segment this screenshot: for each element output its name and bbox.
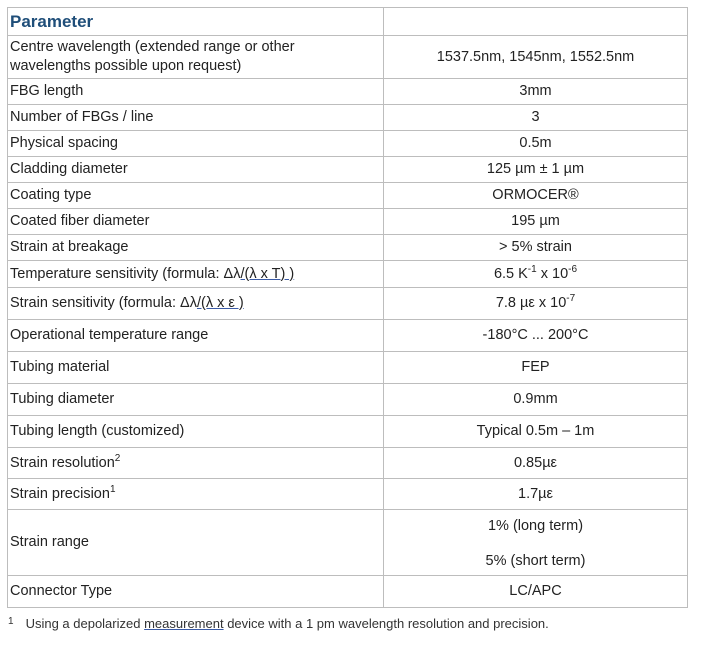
table-row [8,416,688,448]
row-label: Tubing length (customized) [8,416,384,448]
row-label: Operational temperature range [8,320,384,352]
row-label [8,448,384,479]
row-value: 1.7µε [384,479,688,510]
footnote-ref: 2 [114,452,121,464]
row-label-line: Centre wavelength (extended range or other [10,39,295,55]
formula-underlined: /(λ x T) ) [240,265,295,282]
value-line: 1% (long term) [487,517,584,534]
row-value [384,288,688,320]
row-label: Number of FBGs / line [8,105,384,131]
row-value: 0.9mm [384,384,688,416]
table-row [8,36,688,79]
row-value: 3mm [384,79,688,105]
value-stack [386,515,685,571]
row-value: > 5% strain [384,235,688,261]
row-label [8,261,384,288]
formula-text: Temperature sensitivity (formula: Δλ [10,265,241,282]
row-value [384,510,688,576]
value-line: 5% (short term) [485,552,586,569]
table-row [8,448,688,479]
header-value [384,8,688,36]
footnote-underlined-word: measurement [144,616,224,631]
row-label: Tubing material [8,352,384,384]
table-header-row [8,8,688,36]
row-value: ORMOCER® [384,183,688,209]
row-value: 0.85µε [384,448,688,479]
row-value: 3 [384,105,688,131]
table-row [8,131,688,157]
row-label: Physical spacing [8,131,384,157]
row-label: Cladding diameter [8,157,384,183]
footnote [8,616,549,631]
table-row [8,479,688,510]
parameter-table [7,7,688,608]
row-label-text: Strain precision [10,485,110,502]
row-label [8,288,384,320]
value-exponent: -6 [568,263,578,275]
footnote-text-end: device with a 1 pm wavelength resolution and precision. [223,616,549,631]
row-label: Coated fiber diameter [8,209,384,235]
footnote-ref: 1 [109,483,116,495]
row-label: Strain range [8,510,384,576]
row-value: 125 µm ± 1 µm [384,157,688,183]
table-row [8,320,688,352]
table-row [8,576,688,608]
row-label [8,479,384,510]
row-label: Strain at breakage [8,235,384,261]
footnote-marker: 1 [8,616,14,627]
row-label: Connector Type [8,576,384,608]
value-base: 6.5 K [493,265,528,282]
row-label-line: wavelengths possible upon request) [10,58,242,74]
row-value: FEP [384,352,688,384]
row-value: LC/APC [384,576,688,608]
table-row [8,157,688,183]
header-parameter: Parameter [8,8,384,36]
table-row [8,209,688,235]
value-base: 7.8 µε x 10 [495,295,567,311]
row-value: 0.5m [384,131,688,157]
value-mid: x 10 [536,265,569,282]
value-exponent: -1 [527,263,537,275]
table-row [8,261,688,288]
table-row [8,183,688,209]
row-value: 1537.5nm, 1545nm, 1552.5nm [384,36,688,79]
row-label: FBG length [8,79,384,105]
table-row [8,510,688,576]
formula-underlined: /(λ x ε ) [196,295,244,311]
footnote-text: Using a depolarized [25,616,145,631]
row-label: Coating type [8,183,384,209]
row-label-text: Strain resolution [10,454,115,471]
table-row [8,352,688,384]
row-label [8,36,384,79]
table-row [8,384,688,416]
formula-text: Strain sensitivity (formula: Δλ [10,295,197,311]
table-row [8,288,688,320]
row-value: -180°C ... 200°C [384,320,688,352]
row-value [384,261,688,288]
value-exponent: -7 [566,293,576,304]
row-value: Typical 0.5m – 1m [384,416,688,448]
table-row [8,105,688,131]
row-label: Tubing diameter [8,384,384,416]
row-value: 195 µm [384,209,688,235]
table-row [8,235,688,261]
table-row [8,79,688,105]
